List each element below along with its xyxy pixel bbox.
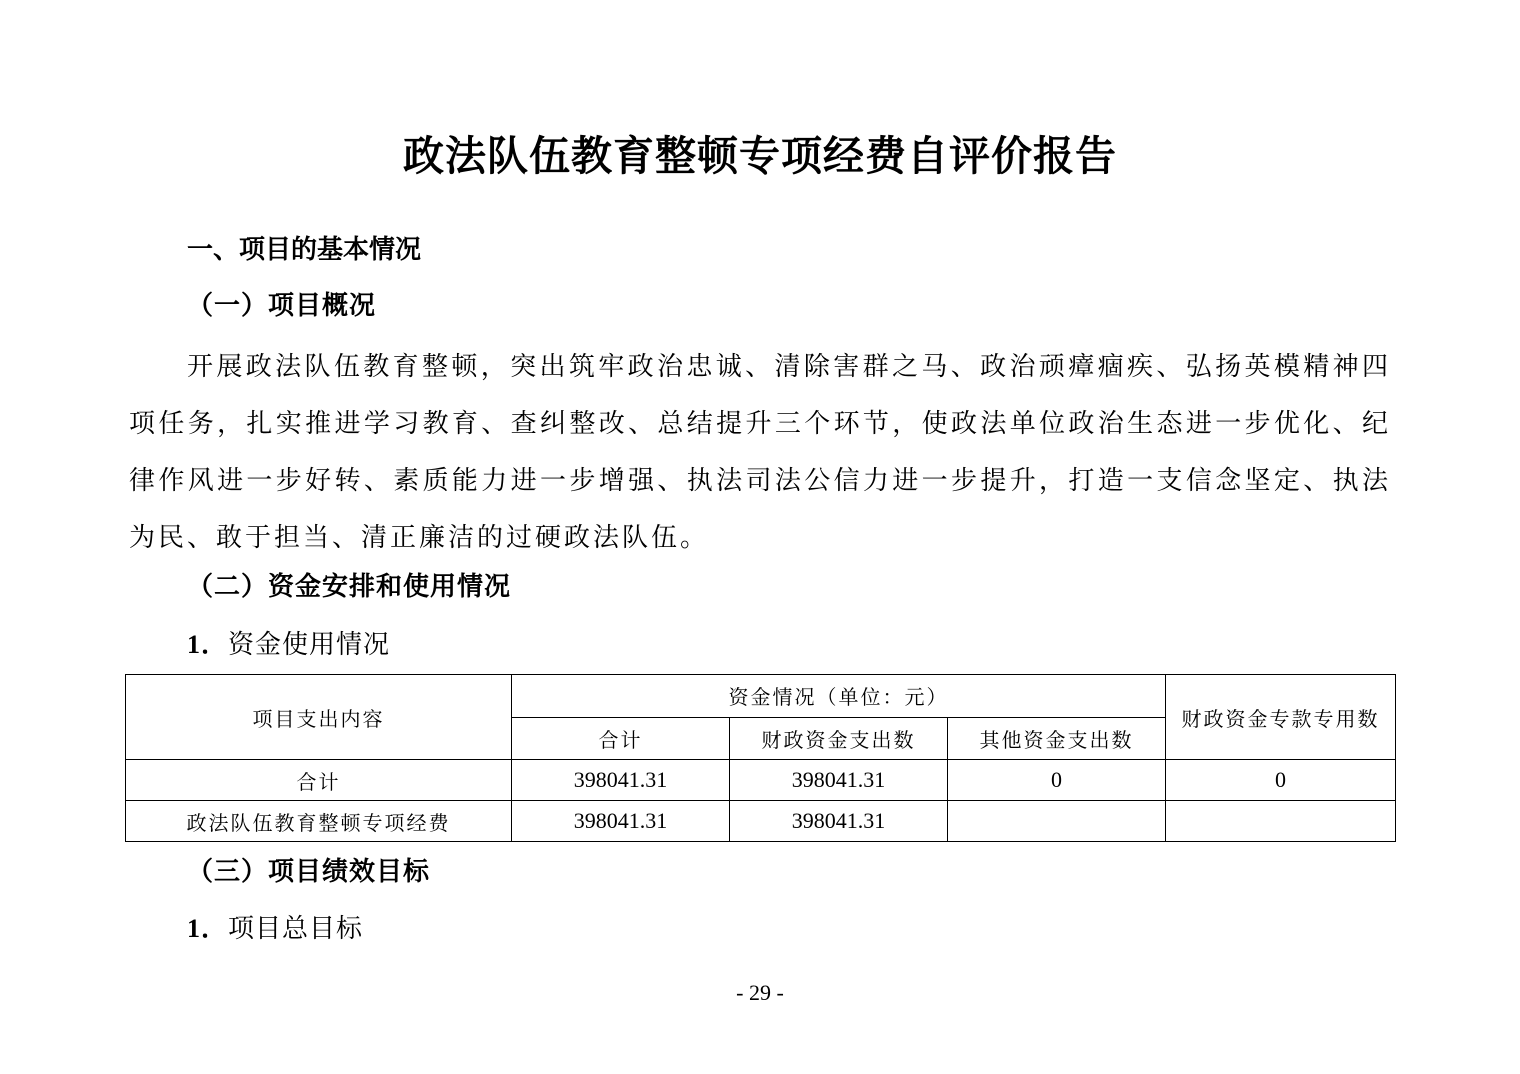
- header-fiscal: 财政资金支出数: [730, 717, 948, 760]
- table-row: [126, 801, 1396, 842]
- cell-other: [948, 801, 1166, 842]
- header-total: 合计: [512, 717, 730, 760]
- item-number: 1．: [187, 630, 229, 659]
- section-heading-basic-info: 一、项目的基本情况: [187, 235, 422, 265]
- subsection-heading-performance: （三）项目绩效目标: [187, 857, 431, 887]
- document-title: 政法队伍教育整顿专项经费自评价报告: [403, 132, 1117, 180]
- table-row: [126, 760, 1396, 801]
- item-heading-overall-goal: [187, 909, 363, 949]
- cell-fiscal: 398041.31: [730, 801, 948, 842]
- header-special: 财政资金专款专用数: [1166, 675, 1396, 760]
- subsection-heading-funds: （二）资金安排和使用情况: [187, 572, 512, 602]
- table-header-row-1: [126, 675, 1396, 718]
- item-heading-fund-usage: [187, 625, 390, 665]
- header-funds-group: 资金情况（单位：元）: [512, 675, 1166, 718]
- cell-other: 0: [948, 760, 1166, 801]
- cell-total: 398041.31: [512, 801, 730, 842]
- header-content: 项目支出内容: [126, 675, 512, 760]
- cell-content: 合计: [126, 760, 512, 801]
- cell-special: 0: [1166, 760, 1396, 801]
- item-label: 资金使用情况: [228, 630, 391, 660]
- cell-fiscal: 398041.31: [730, 760, 948, 801]
- subsection-heading-overview: （一）项目概况: [187, 291, 377, 321]
- item-number: 1．: [187, 914, 229, 943]
- overview-paragraph: 开展政法队伍教育整顿，突出筑牢政治忠诚、清除害群之马、政治顽瘴痼疾、弘扬英模精神四项任务，扎实推进学习教育、查纠整改、总结提升三个环节，使政法单位政治生态进一步优化、纪律作风进一步好转、素质能力进一步增强、执法司法公信力进一步提升，打造一支信念坚定、执法为民、敢于担当、清正廉洁的过硬政法队伍。: [129, 352, 1391, 553]
- cell-special: [1166, 801, 1396, 842]
- page-number: - 29 -: [736, 980, 784, 1005]
- fund-usage-table: [125, 674, 1396, 842]
- item-label: 项目总目标: [228, 914, 364, 944]
- cell-total: 398041.31: [512, 760, 730, 801]
- cell-content: 政法队伍教育整顿专项经费: [126, 801, 512, 842]
- header-other: 其他资金支出数: [948, 717, 1166, 760]
